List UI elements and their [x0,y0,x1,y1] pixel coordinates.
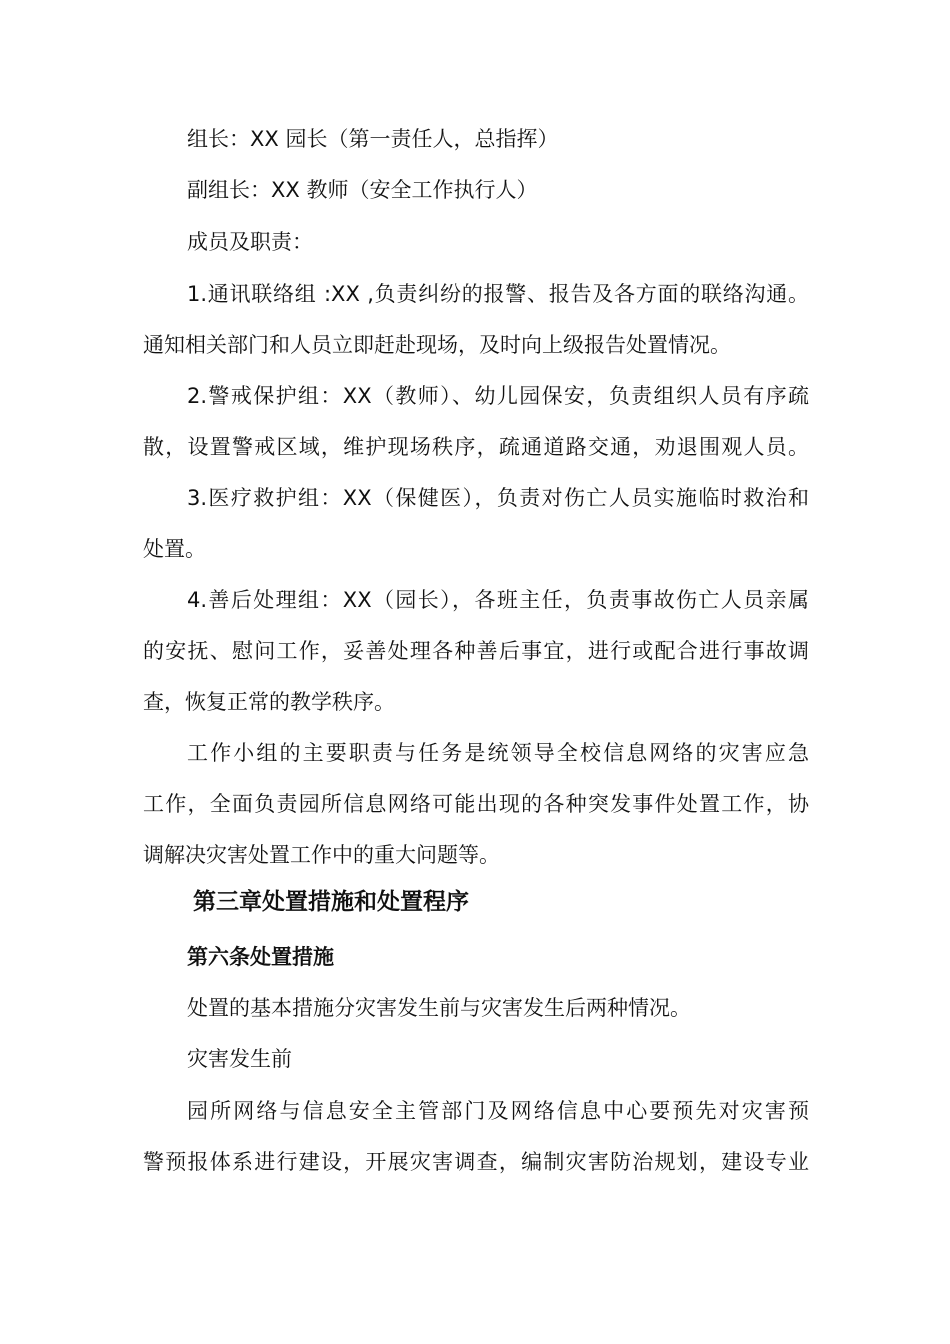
text-line-guard-group: 2.警戒保护组：XX（教师）、幼儿园保安，负责组织人员有序疏 [187,384,809,408]
text-line-before-disaster: 灾害发生前 [187,1047,292,1071]
text-line-communication-group-cont: 通知相关部门和人员立即赶赴现场，及时向上级报告处置情况。 [143,333,731,357]
text-line-aftermath-group-end: 查，恢复正常的教学秩序。 [143,690,395,714]
chapter-heading: 第三章处置措施和处置程序 [193,889,469,915]
text-line-medical-group-cont: 处置。 [143,537,206,561]
text-line-medical-group: 3.医疗救护组：XX（保健医），负责对伤亡人员实施临时救治和 [187,486,809,510]
text-line-basic-measures: 处置的基本措施分灾害发生前与灾害发生后两种情况。 [187,996,691,1020]
text-line-warning-system: 园所网络与信息安全主管部门及网络信息中心要预先对灾害预 [187,1099,809,1123]
text-line-members-heading: 成员及职责： [187,230,313,254]
text-line-aftermath-group: 4.善后处理组：XX（园长），各班主任，负责事故伤亡人员亲属 [187,588,809,612]
text-line-aftermath-group-cont: 的安抚、慰问工作，妥善处理各种善后事宜，进行或配合进行事故调 [143,639,809,663]
text-line-communication-group: 1.通讯联络组 :XX ,负责纠纷的报警、报告及各方面的联络沟通。 [187,282,809,306]
text-line-duties-cont: 工作，全面负责园所信息网络可能出现的各种突发事件处置工作，协 [143,792,809,816]
text-line-leader: 组长：XX 园长（第一责任人，总指挥） [187,127,559,151]
text-line-warning-system-cont: 警预报体系进行建设，开展灾害调查，编制灾害防治规划，建设专业 [143,1150,809,1174]
text-line-deputy-leader: 副组长：XX 教师（安全工作执行人） [187,178,538,202]
text-line-guard-group-cont: 散，设置警戒区域，维护现场秩序，疏通道路交通，劝退围观人员。 [143,435,809,459]
article-heading: 第六条处置措施 [187,945,334,969]
text-line-duties-end: 调解决灾害处置工作中的重大问题等。 [143,843,500,867]
text-line-duties: 工作小组的主要职责与任务是统领导全校信息网络的灾害应急 [187,741,809,765]
